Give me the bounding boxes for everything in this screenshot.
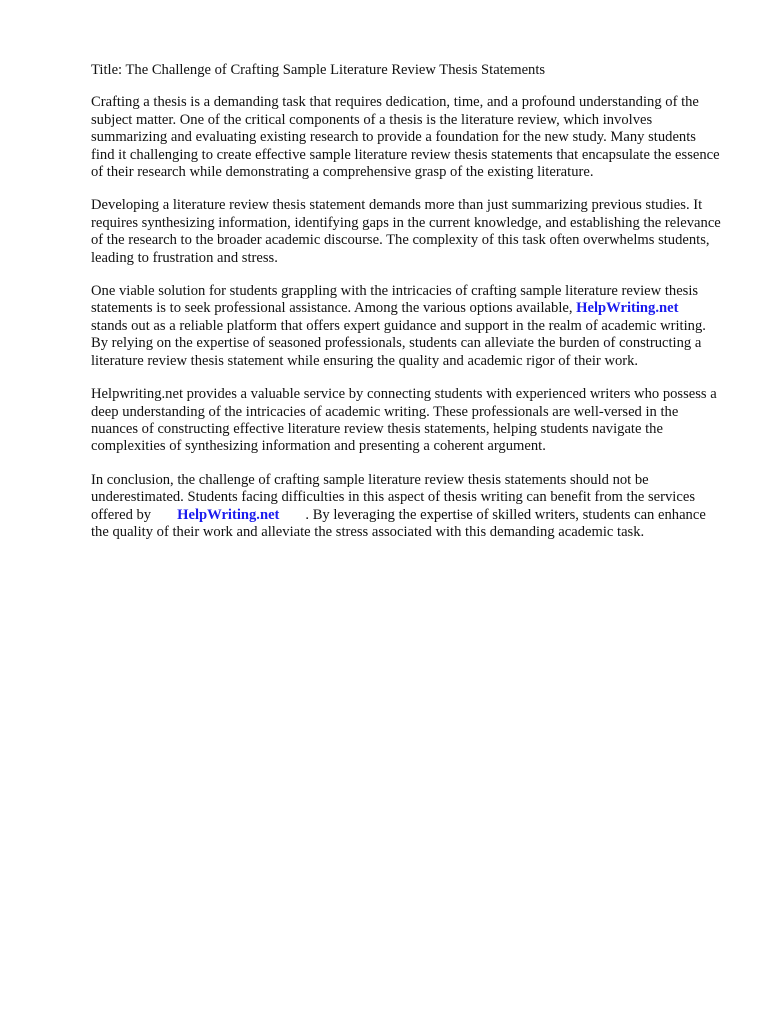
paragraph-conclusion-text-start: In conclusion, the challenge of crafting sample literature review thesis statements should not be underestimated. Students facing difficulties in this aspect of thesis writing can benefit from the services offered by: [91, 471, 695, 523]
paragraph-solution-text-start: One viable solution for students grappling with the intricacies of crafting sample literature review thesis statements is to seek professional assistance. Among the various options available,: [91, 283, 699, 317]
document-title: Title: The Challenge of Crafting Sample Literature Review Thesis Statements: [91, 62, 546, 78]
paragraph-developing: Developing a literature review thesis statement demands more than just summarizing previous studies. It requires synthesizing information, identifying gaps in the current knowledge, and establishing the relevance of the research to the broader academic discourse. The complexity of this task often overwhelms students, leading to frustration and stress.: [91, 197, 721, 266]
helpwriting-link-2[interactable]: HelpWriting.net: [177, 506, 280, 523]
document-page: [91, 62, 721, 557]
paragraph-conclusion: [91, 472, 721, 542]
paragraph-solution: [91, 283, 721, 370]
paragraph-service: Helpwriting.net provides a valuable service by connecting students with experienced writers who possess a deep understanding of the intricacies of academic writing. These professionals are well-versed in the nuances of constructing effective literature review thesis statements, helping students navigate the complexities of synthesizing information and presenting a coherent argument.: [91, 386, 717, 455]
paragraph-conclusion-text-end: . By leveraging the expertise of skilled writers, students can enhance the quality of their work and alleviate the stress associated with this demanding academic task.: [91, 506, 706, 540]
helpwriting-link-1[interactable]: HelpWriting.net: [576, 300, 679, 317]
paragraph-intro: Crafting a thesis is a demanding task that requires dedication, time, and a profound understanding of the subject matter. One of the critical components of a thesis is the literature review, which involves summarizing and evaluating existing research to provide a foundation for the new study. Many students find it challenging to create effective sample literature review thesis statements that encapsulate the essence of their research while demonstrating a comprehensive grasp of the existing literature.: [91, 94, 720, 181]
paragraph-solution-text-end: stands out as a reliable platform that offers expert guidance and support in the realm of academic writing. By relying on the expertise of seasoned professionals, students can alleviate the burden of constructing a literature review thesis statement while ensuring the quality and academic rigor of their work.: [91, 317, 706, 369]
